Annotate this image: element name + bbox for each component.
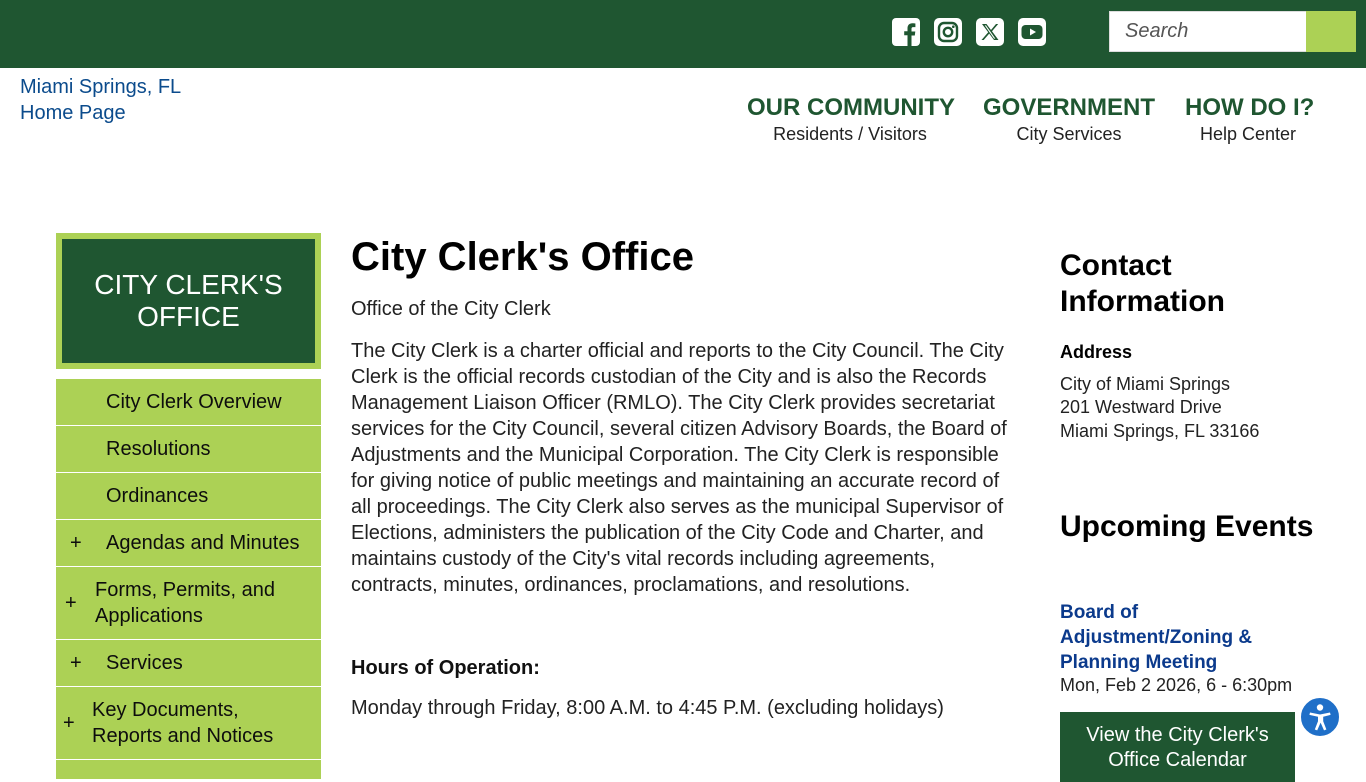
address-line: Miami Springs, FL 33166 [1060,421,1260,441]
hours-label: Hours of Operation: [351,657,540,679]
nav-our-community[interactable] [747,94,953,146]
expand-plus-icon[interactable]: + [70,531,82,554]
facebook-icon[interactable] [891,17,921,47]
event-date: Mon, Feb 2 2026, 6 - 6:30pm [1060,675,1293,695]
sidebar-item-ordinances[interactable] [56,473,321,520]
sidebar-item-resolutions[interactable] [56,426,321,473]
logo-home-link[interactable]: Miami Springs, FL Home Page [20,76,181,124]
sidebar-item-city-clerk-overview[interactable] [56,379,321,426]
sidebar-item-services[interactable] [56,640,321,687]
top-bar [0,0,1366,68]
sidebar-item-label: Agendas and Minutes [106,532,300,554]
nav-title: OUR COMMUNITY [747,94,955,121]
events-title: Upcoming Events [1060,510,1314,543]
nav-subtitle: Help Center [1199,124,1297,144]
address-line: 201 Westward Drive [1060,397,1222,417]
nav-title: HOW DO I? [1185,94,1315,121]
nav-subtitle: City Services [1016,124,1122,144]
sidebar-item-forms-permits-applications[interactable] [56,567,321,640]
youtube-icon[interactable] [1017,17,1047,47]
address-label: Address [1060,342,1133,362]
expand-plus-icon[interactable]: + [70,651,82,674]
nav-subtitle: Residents / Visitors [773,124,927,144]
search-button[interactable] [1306,11,1356,52]
search-input[interactable] [1109,11,1307,52]
expand-plus-icon[interactable]: + [63,712,75,734]
office-image: Office of the City Clerk [351,298,551,320]
sidebar-header-title: CITY CLERK'S OFFICE [62,239,315,363]
instagram-icon[interactable] [933,17,963,47]
intro-paragraph: The City Clerk is a charter official and reports to the City Council. The City Clerk is the official records custodian of the City and is also the Records Management Liaison Officer (RMLO). The City Clerk provides secretariat services for the City Council, several citizen Advisory Boards, the Board of Adjustments and the Municipal Corporation. The City Clerk is responsible for giving notice of public meetings and maintaining an accurate record of all proceedings. The City Clerk also serves as the municipal Supervisor of Elections, administers the publication of the City Code and Charter, and maintains custody of the City's vital records including agreements, contracts, minutes, ordinances, proclamations, and resolutions. [351,340,1007,596]
accessibility-icon[interactable] [1299,696,1341,738]
hours-text: Monday through Friday, 8:00 A.M. to 4:45 P.M. (excluding holidays) [351,697,944,719]
sidebar-item-label: Services [106,652,183,674]
page-title: City Clerk's Office [351,235,694,279]
calendar-button[interactable]: View the City Clerk's Office Calendar [1060,712,1295,782]
sidebar-menu [56,379,321,780]
sidebar-item-label: Forms, Permits, and Applications [95,579,276,627]
address-line: City of Miami Springs [1060,374,1231,394]
nav-government[interactable] [983,94,1155,146]
x-icon[interactable] [975,17,1005,47]
event-link[interactable]: Board of Adjustment/Zoning & Planning Meeting [1060,602,1253,673]
sidebar-item-partial[interactable] [56,760,321,780]
sidebar-header[interactable] [56,233,321,369]
nav-how-do-i[interactable] [1185,94,1315,146]
sidebar-item-label: Resolutions [106,438,211,460]
contact-title: Contact Information [1060,249,1225,318]
sidebar-item-label: Key Documents, Reports and Notices [92,699,274,747]
sidebar-item-label: City Clerk Overview [106,391,282,413]
expand-plus-icon[interactable]: + [65,592,77,614]
sidebar-item-label: Ordinances [106,485,209,507]
sidebar-item-agendas-and-minutes[interactable] [56,520,321,567]
sidebar-item-key-documents[interactable] [56,687,321,760]
nav-title: GOVERNMENT [983,94,1156,121]
